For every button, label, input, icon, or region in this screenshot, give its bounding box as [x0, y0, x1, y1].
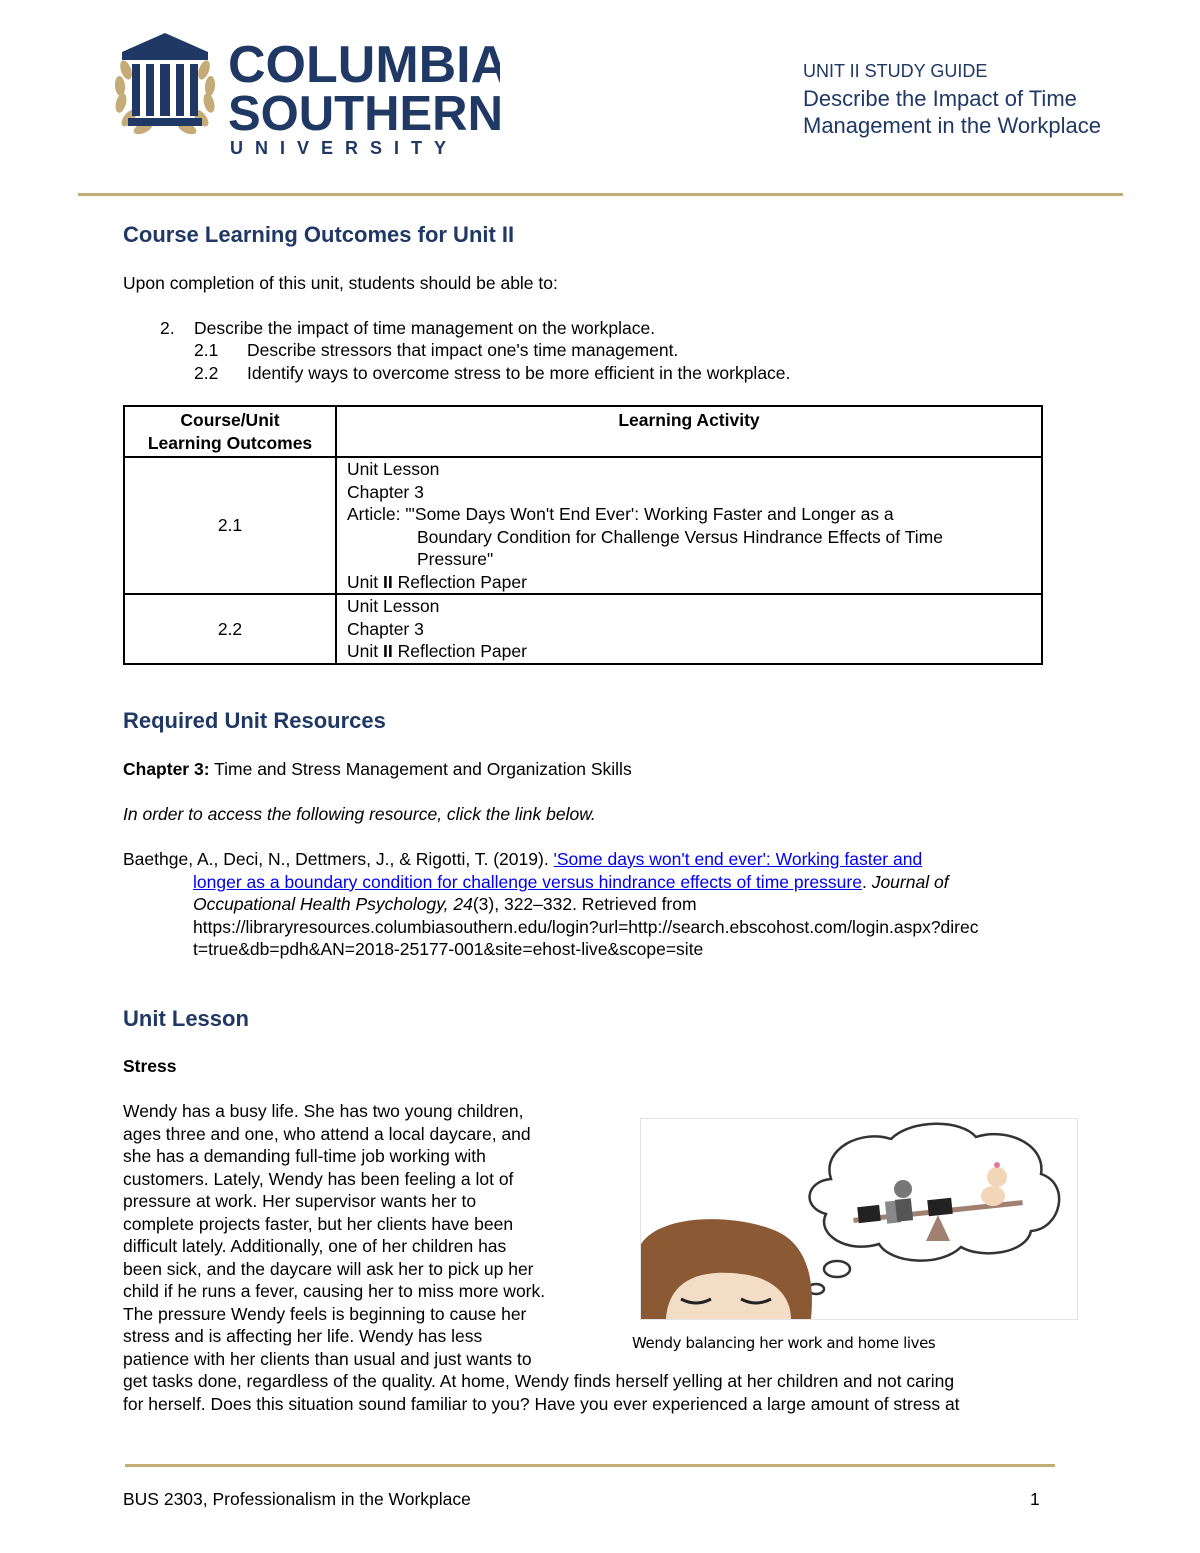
table-row: [124, 594, 1042, 664]
chapter-label: Chapter 3:: [123, 759, 210, 779]
para-line: stress and is affecting her life. Wendy has less: [123, 1326, 483, 1346]
citation-line: [123, 893, 1083, 916]
header-divider: [78, 193, 1123, 196]
citation-line: [123, 848, 1083, 871]
footer-course: BUS 2303, Professionalism in the Workplace: [123, 1489, 471, 1509]
col-header-line: Course/Unit: [180, 410, 280, 430]
activity-text: Reflection Paper: [392, 571, 527, 592]
logo-line1: COLUMBIA: [228, 36, 500, 94]
outcome-number: 2.2: [194, 363, 219, 383]
outcomes-heading: Course Learning Outcomes for Unit II: [123, 222, 515, 247]
chapter-line: [123, 758, 632, 781]
page-number: 1: [1030, 1489, 1040, 1509]
citation-line: [123, 871, 1083, 894]
outcome-number: 2.1: [194, 340, 219, 360]
para-line: she has a demanding full-time job working with: [123, 1146, 486, 1166]
access-note: In order to access the following resource, click the link below.: [123, 804, 596, 824]
chapter-title: Time and Stress Management and Organization Skills: [209, 759, 632, 779]
activity-item: Article: "'Some Days Won't End Ever': Working Faster and Longer as a: [347, 504, 894, 524]
activity-item: Unit Lesson: [347, 596, 440, 616]
journal-name: Journal of: [871, 871, 949, 892]
para-line: ages three and one, who attend a local daycare, and: [123, 1123, 531, 1144]
outcome-code: 2.1: [124, 457, 336, 594]
activity-item-continued: Pressure": [417, 549, 494, 569]
activity-cell: [336, 594, 1042, 664]
outcome-item: [160, 317, 175, 340]
logo-line2: SOUTHERN: [228, 87, 500, 141]
col-header-outcomes: [124, 406, 336, 457]
citation: [123, 848, 1083, 961]
outcome-text: Describe the impact of time management on the workplace.: [194, 318, 656, 338]
para-line: for herself. Does this situation sound familiar to you? Have you ever experienced a large amount of stress at: [123, 1393, 960, 1414]
article-link-continued[interactable]: longer as a boundary condition for challenge versus hindrance effects of time pressure: [193, 871, 862, 892]
para-line: get tasks done, regardless of the quality. At home, Wendy finds herself yelling at her children and not caring: [123, 1371, 955, 1391]
para-line: complete projects faster, but her clients have been: [123, 1213, 514, 1234]
guide-label: UNIT II STUDY GUIDE: [803, 61, 988, 81]
para-line: customers. Lately, Wendy has been feeling a lot of: [123, 1168, 514, 1189]
para-line: been sick, and the daycare will ask her to pick up her: [123, 1258, 534, 1279]
citation-authors: Baethge, A., Deci, N., Dettmers, J., & Rigotti, T. (2019).: [123, 849, 554, 869]
activity-cell: [336, 457, 1042, 594]
activity-item: Chapter 3: [347, 618, 424, 639]
para-line: The pressure Wendy feels is beginning to cause her: [123, 1303, 527, 1324]
study-guide-header: [803, 58, 1101, 139]
table-header-row: [124, 406, 1042, 457]
activity-text-bold: II: [382, 641, 393, 661]
article-link[interactable]: 'Some days won't end ever': Working faster and: [553, 849, 923, 869]
para-line: patience with her clients than usual and just wants to: [123, 1348, 532, 1369]
journal-name-continued: Occupational Health Psychology, 24: [193, 894, 473, 914]
outcomes-intro: Upon completion of this unit, students should be able to:: [123, 273, 558, 293]
para-line: child if he runs a fever, causing her to miss more work.: [123, 1281, 546, 1301]
table-row: [124, 457, 1042, 594]
logo-line3: UNIVERSITY: [230, 138, 459, 158]
footer-divider: [125, 1464, 1055, 1467]
outcome-text: Describe stressors that impact one's time management.: [247, 340, 679, 360]
activity-item-continued: Boundary Condition for Challenge Versus Hindrance Effects of Time: [417, 526, 943, 547]
para-line: difficult lately. Additionally, one of her children has: [123, 1236, 507, 1256]
university-logo: [110, 30, 500, 160]
para-line: Wendy has a busy life. She has two young children,: [123, 1101, 524, 1121]
activity-text: Reflection Paper: [392, 641, 527, 661]
citation-punct: .: [861, 871, 872, 892]
woman-thinking-balance-icon: [641, 1119, 1077, 1319]
activity-text: Unit: [347, 571, 383, 592]
image-caption: Wendy balancing her work and home lives: [632, 1334, 936, 1352]
learning-outcomes-table: [123, 405, 1043, 665]
para-line: pressure at work. Her supervisor wants her to: [123, 1191, 477, 1211]
citation-url-continued: t=true&db=pdh&AN=2018-25177-001&site=ehost-live&scope=site: [193, 939, 704, 959]
col-header-activity: Learning Activity: [336, 406, 1042, 457]
lesson-heading: Unit Lesson: [123, 1006, 249, 1031]
activity-text-bold: II: [382, 571, 393, 592]
outcome-text: Identify ways to overcome stress to be more efficient in the workplace.: [247, 363, 791, 383]
activity-text: Unit: [347, 641, 383, 661]
activity-item: Unit Lesson: [347, 459, 440, 479]
guide-title-line2: Management in the Workplace: [803, 113, 1101, 138]
outcome-code: 2.2: [124, 594, 336, 664]
citation-url: https://libraryresources.columbiasouthern.edu/login?url=http://search.ebscohost.com/login.aspx?direc: [193, 916, 979, 937]
col-header-line: Learning Outcomes: [147, 432, 313, 453]
wendy-illustration: [640, 1118, 1078, 1320]
activity-item: [347, 571, 1011, 594]
columned-building-laurel-icon: [110, 30, 500, 160]
activity-item: [347, 640, 1011, 663]
outcome-number: 2.: [160, 318, 175, 338]
guide-title-line1: Describe the Impact of Time: [803, 86, 1077, 111]
lesson-subheading: Stress: [123, 1056, 177, 1076]
activity-item: Chapter 3: [347, 481, 424, 502]
resources-heading: Required Unit Resources: [123, 708, 386, 733]
journal-issue: (3), 322–332. Retrieved from: [472, 894, 697, 914]
